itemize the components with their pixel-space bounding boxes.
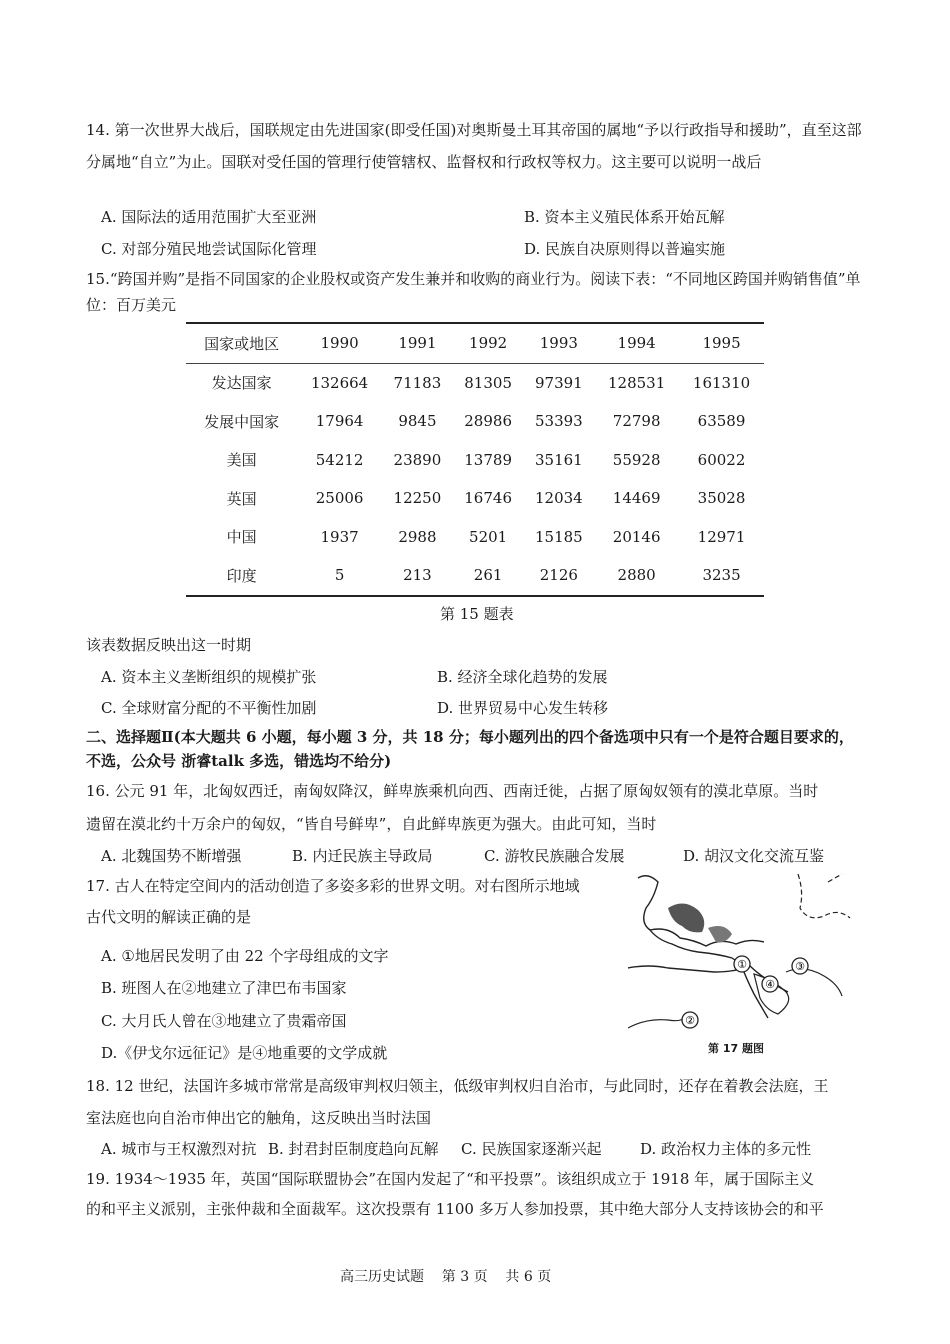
table-cell: 213 <box>403 566 432 585</box>
table-cell: 发达国家 <box>211 374 272 393</box>
map-outline <box>628 868 856 1052</box>
table-cell: 20146 <box>612 527 661 546</box>
table-cell: 53393 <box>534 412 583 431</box>
q18-option-d: D. 政治权力主体的多元性 <box>640 1140 812 1158</box>
table-cell: 55928 <box>612 450 661 469</box>
table-header-cell: 1995 <box>679 323 764 363</box>
table-cell: 261 <box>473 566 503 585</box>
q14-option-a: A. 国际法的适用范围扩大至亚洲 <box>101 208 317 226</box>
table-cell: 17964 <box>315 412 364 431</box>
table-cell: 印度 <box>226 566 257 585</box>
table-cell: 54212 <box>315 450 364 469</box>
table-header-cell: 1993 <box>523 323 594 363</box>
table-cell: 14469 <box>612 489 661 508</box>
table-cell: 63589 <box>697 412 746 431</box>
table-header-cell: 1994 <box>594 323 679 363</box>
map-marker-4: ④ <box>765 978 775 991</box>
table-cell: 35028 <box>697 489 746 508</box>
table-cell: 1937 <box>320 527 359 546</box>
table-cell: 81305 <box>464 373 512 392</box>
q16-option-b: B. 内迁民族主导政局 <box>292 847 433 865</box>
table-cell: 28986 <box>464 412 512 431</box>
table-cell: 发展中国家 <box>204 412 280 431</box>
table-header-cell: 1990 <box>297 323 382 363</box>
q18-stem-line1: 18. 12 世纪，法国许多城市常常是高级审判权归领主，低级审判权归自治市，与此同时，还存在着教会法庭，王 <box>86 1077 829 1095</box>
table-cell: 12971 <box>697 527 746 546</box>
map-marker-3: ③ <box>795 960 805 973</box>
table-cell: 12250 <box>393 489 442 508</box>
table-cell: 161310 <box>692 373 751 392</box>
table-header-cell: 1992 <box>453 323 524 363</box>
section2-instructions: 不选，公众号 浙睿talk 多选，错选均不给分) <box>86 752 392 770</box>
q14-option-d: D. 民族自决原则得以普遍实施 <box>524 240 726 258</box>
table-cell: 60022 <box>697 450 746 469</box>
q19-stem-line2: 的和平主义派别，主张仲裁和全面裁军。这次投票有 1100 多万人参加投票，其中绝大部分人支持该协会的和平 <box>86 1200 824 1218</box>
q17-stem-line2: 古代文明的解读正确的是 <box>86 908 252 926</box>
q14-option-c: C. 对部分殖民地尝试国际化管理 <box>101 240 317 258</box>
q18-option-c: C. 民族国家逐渐兴起 <box>461 1140 602 1158</box>
q15-stem: 15.“跨国并购”是指不同国家的企业股权或资产发生兼并和收购的商业行为。阅读下表：“不同地区跨国并购销售值”单位：百万美元 <box>86 270 861 314</box>
q14-stem: 14. 第一次世界大战后，国联规定由先进国家(即受任国)对奥斯曼土耳其帝国的属地“予以行政指导和援助”，直至这部分属地“自立”为止。国联对受任国的管理行使管辖权、监督权和行政权等权力。这主要可以说明一战后 <box>86 121 862 171</box>
q17-stem-line1: 17. 古人在特定空间内的活动创造了多姿多彩的世界文明。对右图所示地域 <box>86 877 580 895</box>
table-cell: 128531 <box>608 373 666 392</box>
table-cell: 5201 <box>469 527 508 546</box>
table-header-cell: 1991 <box>382 323 453 363</box>
q17-option-d: D.《伊戈尔远征记》是④地重要的文学成就 <box>101 1044 388 1062</box>
q16-option-a: A. 北魏国势不断增强 <box>101 847 242 865</box>
table-row <box>186 479 764 518</box>
section2-heading: 二、选择题Ⅱ(本大题共 6 小题，每小题 3 分，共 18 分；每小题列出的四个备选项中只有一个是符合题目要求的， <box>86 728 854 746</box>
q15-lead: 该表数据反映出这一时期 <box>86 636 252 654</box>
table-cell: 72798 <box>612 412 661 431</box>
table-header-row <box>186 323 764 363</box>
table-cell: 16746 <box>464 489 512 508</box>
q15-option-c: C. 全球财富分配的不平衡性加剧 <box>101 699 317 717</box>
q17-option-a: A. ①地居民发明了由 22 个字母组成的文字 <box>101 947 389 965</box>
table-cell: 中国 <box>226 528 257 547</box>
table-cell: 23890 <box>393 450 442 469</box>
table-cell: 2880 <box>617 566 656 585</box>
q17-map-figure <box>628 868 856 1055</box>
q15-option-a: A. 资本主义垄断组织的规模扩张 <box>101 668 317 686</box>
q15-table-caption: 第 15 题表 <box>440 605 514 623</box>
table-cell: 5 <box>334 566 345 585</box>
table-row <box>186 441 764 480</box>
q18-option-b: B. 封君封臣制度趋向瓦解 <box>268 1140 439 1158</box>
q14-option-b: B. 资本主义殖民体系开始瓦解 <box>524 208 725 226</box>
table-cell: 13789 <box>464 450 512 469</box>
q16-option-c: C. 游牧民族融合发展 <box>484 847 625 865</box>
table-cell: 25006 <box>315 489 364 508</box>
q16-option-d: D. 胡汉文化交流互鉴 <box>683 847 825 865</box>
table-cell: 3235 <box>702 566 741 585</box>
table-row <box>186 363 764 402</box>
table-row <box>186 556 764 596</box>
table-cell: 英国 <box>226 489 257 508</box>
table-cell: 美国 <box>226 451 257 470</box>
q16-stem-line2: 遗留在漠北约十万余户的匈奴，“皆自号鲜卑”，自此鲜卑族更为强大。由此可知，当时 <box>86 815 657 833</box>
q18-stem-line2: 室法庭也向自治市伸出它的触角，这反映出当时法国 <box>86 1109 432 1127</box>
table-cell: 132664 <box>310 373 369 392</box>
table-cell: 15185 <box>534 527 583 546</box>
q19-stem-line1: 19. 1934～1935 年，英国“国际联盟协会”在国内发起了“和平投票”。该组织成立于 1918 年，属于国际主义 <box>86 1170 815 1188</box>
table-cell: 35161 <box>534 450 583 469</box>
table-cell: 71183 <box>393 373 442 392</box>
q15-option-b: B. 经济全球化趋势的发展 <box>437 668 608 686</box>
table-cell: 97391 <box>534 373 583 392</box>
table-cell: 12034 <box>534 489 583 508</box>
map-marker-1: ① <box>737 958 747 971</box>
q16-stem-line1: 16. 公元 91 年，北匈奴西迁，南匈奴降汉，鲜卑族乘机向西、西南迁徙，占据了原匈奴领有的漠北草原。当时 <box>86 782 819 800</box>
map-marker-2: ② <box>685 1014 695 1027</box>
table-header-cell: 国家或地区 <box>186 323 297 363</box>
q17-option-b: B. 班图人在②地建立了津巴布韦国家 <box>101 979 347 997</box>
q17-option-c: C. 大月氏人曾在③地建立了贵霜帝国 <box>101 1012 347 1030</box>
q15-table <box>186 322 764 597</box>
q17-map-caption: 第 17 题图 <box>708 1042 764 1055</box>
table-cell: 2126 <box>539 566 578 585</box>
q18-option-a: A. 城市与王权激烈对抗 <box>101 1140 257 1158</box>
q15-option-d: D. 世界贸易中心发生转移 <box>437 699 609 717</box>
page-footer: 高三历史试题 第 3 页 共 6 页 <box>340 1269 552 1285</box>
table-row <box>186 402 764 441</box>
table-cell: 9845 <box>398 412 437 431</box>
table-cell: 2988 <box>398 527 437 546</box>
table-row <box>186 518 764 557</box>
